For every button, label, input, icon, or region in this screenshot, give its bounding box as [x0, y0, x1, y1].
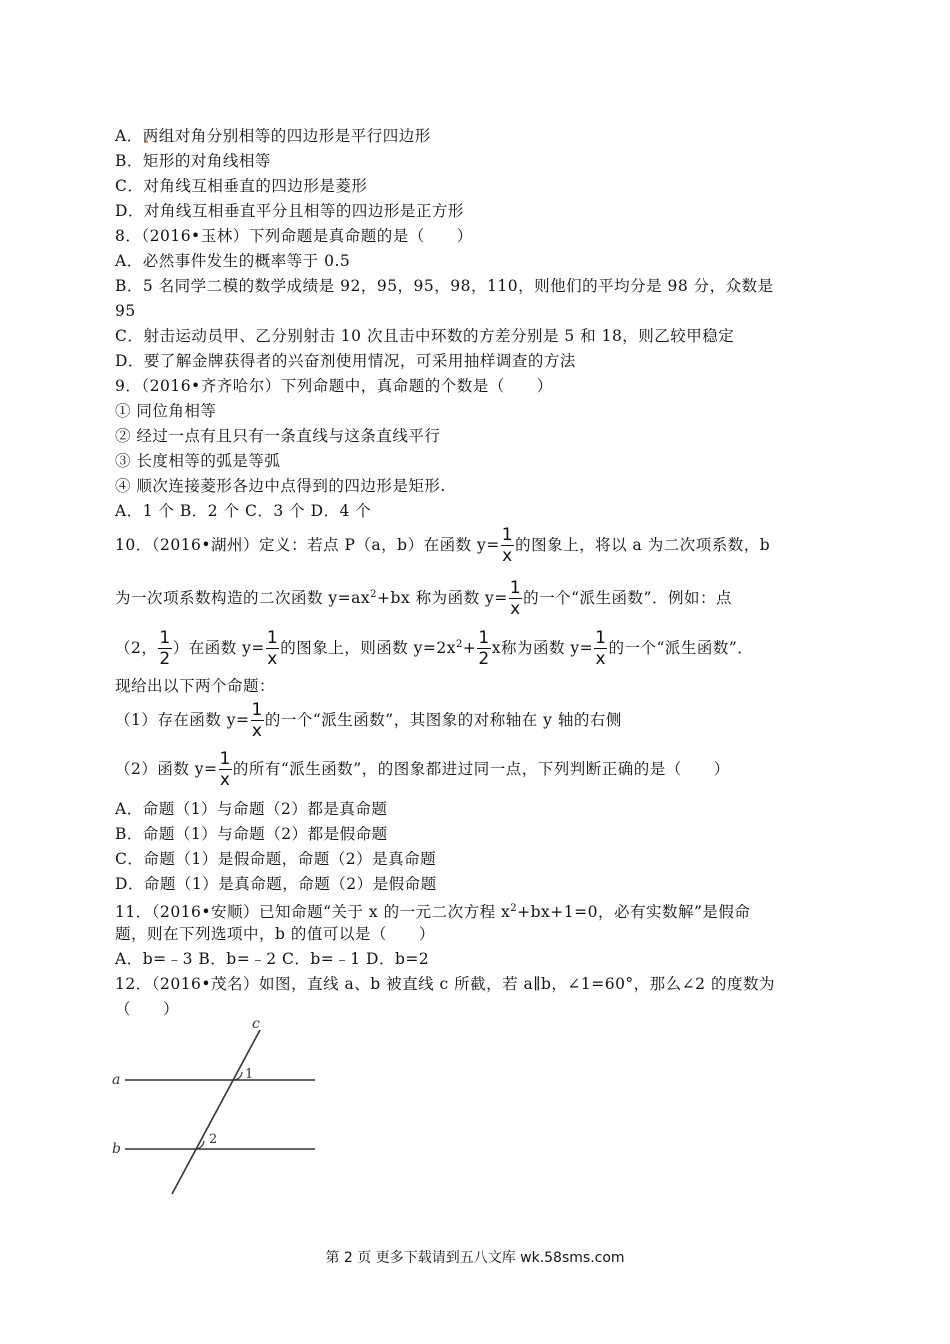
q10-line-4: 现给出以下两个命题： — [115, 677, 276, 695]
q10-option-c: C．命题（1）是假命题，命题（2）是真命题 — [115, 850, 437, 868]
label-c: c — [252, 1016, 260, 1032]
q8-option-d: D．要了解金牌获得者的兴奋剂使用情况，可采用抽样调查的方法 — [115, 352, 576, 370]
q10-option-a: A．命题（1）与命题（2）都是真命题 — [115, 800, 388, 818]
q9-item-3: ③ 长度相等的弧是等弧 — [115, 452, 281, 470]
q9-stem: 9．（2016•齐齐哈尔）下列命题中，真命题的个数是（ ） — [115, 377, 553, 395]
q7-option-a: A．两组对角分别相等的四边形是平行四边形 — [115, 127, 431, 145]
q9-item-1: ① 同位角相等 — [115, 402, 217, 420]
q10-proposition-2: （2）函数 y= $\frac{1}{x}$ 的所有“派生函数”，的图象都进过同一点，下列判断正确的是（ ） — [115, 749, 730, 790]
q8-option-b-cont: 95 — [115, 302, 136, 320]
fraction-1-over-2: $\frac{1}{2}$ — [159, 628, 171, 669]
q8-option-b: B．5 名同学二模的数学成绩是 92，95，95，98，110，则他们的平均分是 98 分，众数是 — [115, 277, 774, 295]
q10-option-b: B．命题（1）与命题（2）都是假命题 — [115, 825, 388, 843]
q7-option-b: B．矩形的对角线相等 — [115, 152, 271, 170]
q10-l1b: 的图象上，将以 a 为二次项系数，b — [515, 536, 771, 554]
parallel-lines-figure — [100, 1010, 340, 1200]
q10-proposition-1: （1）存在函数 y= $\frac{1}{x}$ 的一个“派生函数”，其图象的对称轴在 y 轴的右侧 — [115, 700, 622, 741]
q9-options: A．1 个 B．2 个 C．3 个 D．4 个 — [115, 502, 372, 520]
fraction-1-over-x: $\frac{1}{x}$ — [219, 749, 231, 790]
label-b: b — [112, 1141, 121, 1157]
q10-line-3: （2， $\frac{1}{2}$ ）在函数 y= $\frac{1}{x}$ 的图象上，则函数 $y=2x^2+$ $\frac{1}{2}$ x称为函数 y= $\frac{1}{x}$ 的一个“派生函数”． — [115, 628, 754, 669]
q11-line-1: 11．（2016•安顺）已知命题“关于 x 的一元二次方程 $x^2+bx+1=0$，必有实数解”是假命 — [115, 903, 751, 921]
fraction-1-over-x: $\frac{1}{x}$ — [251, 700, 263, 741]
q8-option-a: A．必然事件发生的概率等于 0.5 — [115, 252, 351, 270]
fraction-1-over-x: $\frac{1}{x}$ — [501, 525, 514, 566]
q11-options: A．b=﹣3 B．b=﹣2 C．b=﹣1 D．b=2 — [115, 950, 430, 968]
label-2: 2 — [209, 1132, 218, 1147]
q8-option-c: C．射击运动员甲、乙分别射击 10 次且击中环数的方差分别是 5 和 18，则乙较甲稳定 — [115, 327, 735, 345]
line-c — [172, 1030, 260, 1194]
q11-line-2: 题，则在下列选项中，b 的值可以是（ ） — [115, 925, 435, 943]
fraction-1-over-x: $\frac{1}{x}$ — [266, 628, 279, 669]
fraction-1-over-x: $\frac{1}{x}$ — [509, 578, 522, 619]
q12-line-1: 12．（2016•茂名）如图，直线 a、b 被直线 c 所截，若 a∥b，∠1=60°，那么∠2 的度数为 — [115, 975, 775, 993]
q9-item-2: ② 经过一点有且只有一条直线与这条直线平行 — [115, 427, 441, 445]
q10-line-1 — [115, 527, 770, 565]
q10-l1a: 10．（2016•湖州）定义：若点 P（a，b）在函数 y= — [115, 536, 500, 554]
q7-option-d: D．对角线互相垂直平分且相等的四边形是正方形 — [115, 202, 464, 220]
label-1: 1 — [245, 1067, 254, 1082]
q9-item-4: ④ 顺次连接菱形各边中点得到的四边形是矩形. — [115, 477, 446, 495]
q12-line-2: （ ） — [115, 1000, 180, 1018]
page-footer: 第 2 页 更多下载请到五八文库 wk.58sms.com — [325, 1250, 625, 1266]
q10-line-2: 为一次项系数构造的二次函数 $y=ax^2+bx$ 称为函数 y= $\frac{1}{x}$ 的一个“派生函数”．例如：点 — [115, 578, 732, 619]
fraction-1-over-2: $\frac{1}{2}$ — [478, 628, 490, 669]
fraction-1-over-x: $\frac{1}{x}$ — [595, 628, 607, 669]
q10-option-d: D．命题（1）是真命题，命题（2）是假命题 — [115, 875, 437, 893]
label-a: a — [112, 1072, 121, 1088]
q7-option-c: C．对角线互相垂直的四边形是菱形 — [115, 177, 368, 195]
q8-stem: 8．（2016•玉林）下列命题是真命题的是（ ） — [115, 227, 473, 245]
